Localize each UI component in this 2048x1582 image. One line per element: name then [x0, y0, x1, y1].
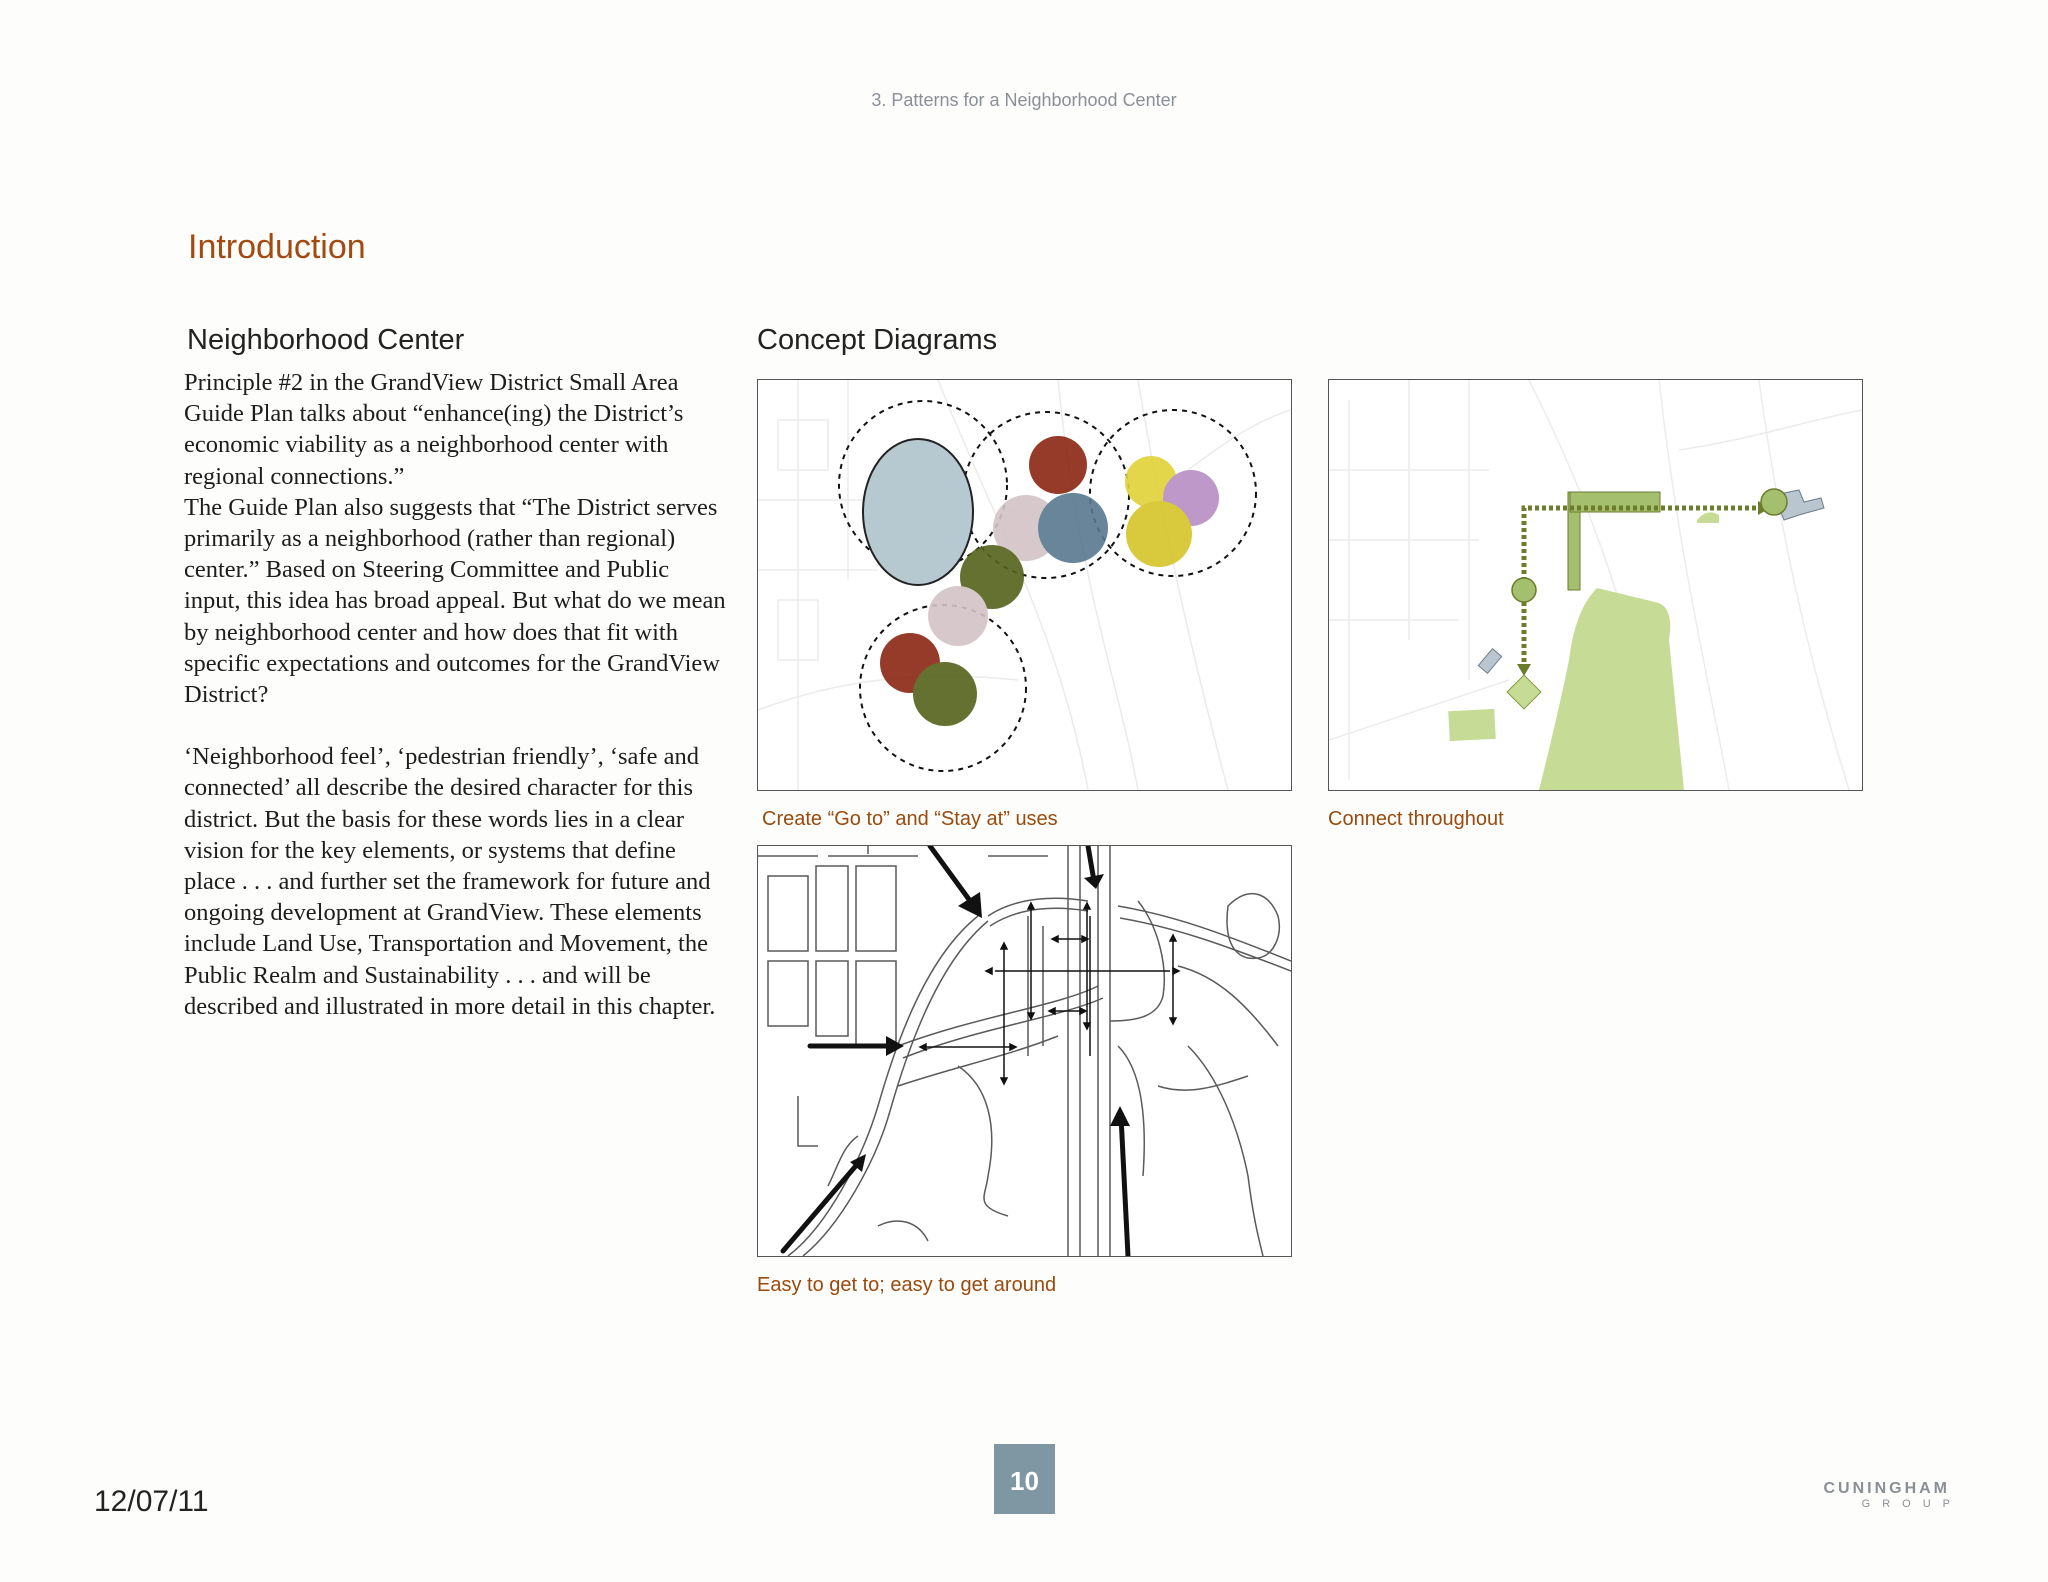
connect-caption: Connect throughout: [1328, 808, 1504, 830]
paragraph-3: ‘Neighborhood feel’, ‘pedestrian friendly’, ‘safe and connected’ all describe the desired character for this district. But the basis for these words lies in a clear vision for the key elements, or systems that define place . . . and further set the framework for future and ongoing development at GrandView. These elements include Land Use, Transportation and Movement, the Public Realm and Sustainability . . . and will be described and illustrated in more detail in this chapter.: [184, 743, 716, 1020]
logo-main-text: CUNINGHAM: [1823, 1480, 1950, 1497]
section-title: Introduction: [188, 228, 366, 266]
logo-sub-text: GROUP: [1861, 1498, 1962, 1510]
access-caption: Easy to get to; easy to get around: [757, 1274, 1057, 1296]
uses-diagram: [757, 379, 1292, 791]
chapter-header: 3. Patterns for a Neighborhood Center: [871, 90, 1177, 110]
intro-body-text: [184, 367, 729, 1022]
green-park-area: [1539, 588, 1684, 790]
access-diagram: [757, 845, 1292, 1257]
connect-diagram: [1328, 379, 1863, 791]
paragraph-1: Principle #2 in the GrandView District Small Area Guide Plan talks about “enhance(ing) the District’s economic viability as a neighborhood center with regional connections.”: [184, 369, 684, 490]
page-number-badge: 10: [994, 1444, 1055, 1514]
concept-diagrams-heading: Concept Diagrams: [757, 324, 998, 356]
uses-caption: Create “Go to” and “Stay at” uses: [762, 808, 1058, 830]
company-logo: [1810, 1480, 1962, 1510]
light-blue-ellipse: [863, 439, 973, 585]
footer-date: 12/07/11: [94, 1485, 209, 1518]
neighborhood-center-heading: Neighborhood Center: [187, 324, 465, 356]
paragraph-2: The Guide Plan also suggests that “The District serves primarily as a neighborhood (rather than regional) center.” Based on Steering Committee and Public input, this idea has broad appeal. But what do we mean by neighborhood center and how does that fit with specific expectations and outcomes for the GrandView District?: [184, 493, 726, 709]
